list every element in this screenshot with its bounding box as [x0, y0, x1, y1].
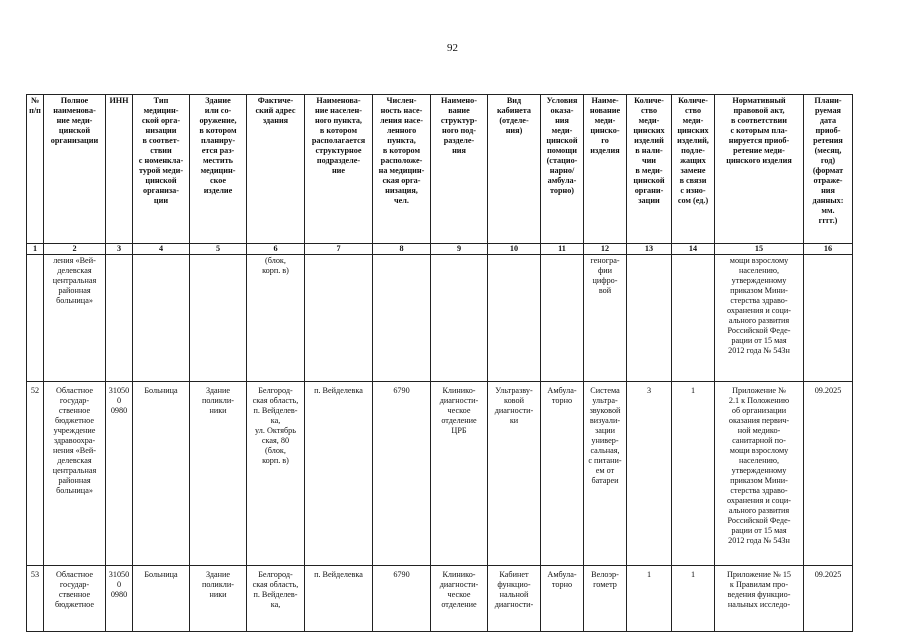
column-number-row	[27, 244, 853, 255]
cell-org-name: Областное государ- ственное бюджетное	[44, 566, 106, 632]
column-number: 15	[715, 244, 804, 255]
cell-population: 6790	[373, 566, 431, 632]
cell-row-number	[27, 255, 44, 382]
cell-purchase-date	[804, 255, 853, 382]
cell-purchase-date: 09.2025	[804, 566, 853, 632]
page-number: 92	[447, 42, 458, 54]
header-cabinet-type: Вид кабинета (отделе- ния)	[488, 95, 541, 244]
cell-org-type: Больница	[133, 566, 190, 632]
cell-settlement: п. Вейделевка	[305, 382, 373, 566]
cell-replace-count	[672, 255, 715, 382]
header-purchase-date: Плани- руемая дата приоб- ретения (месяц, год) (формат отраже- ния данных: мм. гггг.)	[804, 95, 853, 244]
column-number: 8	[373, 244, 431, 255]
cell-legal-act: мощи взрослому населению, утвержденному приказом Мини- стерства здраво- охранения и соци- ального развития Российской Феде- рации от 15 мая 2012 года № 543н	[715, 255, 804, 382]
header-settlement: Наименова- ние населен- ного пункта, в котором располагается структурное подразделе- ние	[305, 95, 373, 244]
header-structural-unit: Наимено- вание структур- ного под- разделе- ния	[431, 95, 488, 244]
cell-device-name: Система ультра- звуковой визуали- зации универ- сальная, с питани- ем от батареи	[584, 382, 627, 566]
header-care-conditions: Условия оказа- ния меди- цинской помощи (стацио- нарно/ амбула- торно)	[541, 95, 584, 244]
cell-care-conditions	[541, 255, 584, 382]
cell-building: Здание поликли- ники	[190, 566, 247, 632]
cell-inn: 310500 0980	[106, 382, 133, 566]
column-number: 1	[27, 244, 44, 255]
cell-device-name: Велоэр- гометр	[584, 566, 627, 632]
cell-settlement	[305, 255, 373, 382]
cell-structural-unit: Клинико- диагности- ческое отделение ЦРБ	[431, 382, 488, 566]
medical-equipment-table	[26, 94, 853, 632]
cell-row-number: 52	[27, 382, 44, 566]
cell-device-count	[627, 255, 672, 382]
cell-replace-count: 1	[672, 566, 715, 632]
cell-org-name: Областное государ- ственное бюджетное учреждение здравоохра- нения «Вей- делевская центральная районная больница»	[44, 382, 106, 566]
cell-address: (блок, корп. в)	[247, 255, 305, 382]
column-number: 2	[44, 244, 106, 255]
cell-building: Здание поликли- ники	[190, 382, 247, 566]
cell-structural-unit	[431, 255, 488, 382]
column-number: 11	[541, 244, 584, 255]
column-number: 3	[106, 244, 133, 255]
table-row	[27, 382, 853, 566]
column-number: 16	[804, 244, 853, 255]
cell-population	[373, 255, 431, 382]
cell-legal-act: Приложение № 2.1 к Положению об организации оказания первич- ной медико- санитарной по- мощи взрослому населению, утвержденному приказом Мини- стерства здраво- охранения и соци- ального развития Российской Феде- рации от 15 мая 2012 года № 543н	[715, 382, 804, 566]
cell-building	[190, 255, 247, 382]
header-org-type: Тип медицин- ской орга- низации в соответ- ствии с номенкла- турой меди- цинской организа- ции	[133, 95, 190, 244]
cell-population: 6790	[373, 382, 431, 566]
cell-inn	[106, 255, 133, 382]
cell-device-count: 3	[627, 382, 672, 566]
header-building: Здание или со- оружение, в котором планиру- ется раз- местить медицин- ское изделие	[190, 95, 247, 244]
table-row	[27, 566, 853, 632]
header-row-number: № п/п	[27, 95, 44, 244]
column-number: 4	[133, 244, 190, 255]
header-org-name: Полное наименова- ние меди- цинской организации	[44, 95, 106, 244]
cell-replace-count: 1	[672, 382, 715, 566]
cell-care-conditions: Амбула- торно	[541, 566, 584, 632]
header-population: Числен- ность насе- ления насе- ленного пункта, в котором расположе- на медицин- ская орга- низация, чел.	[373, 95, 431, 244]
cell-cabinet-type: Кабинет функцио- нальной диагности-	[488, 566, 541, 632]
cell-org-name: ления «Вей- делевская центральная районная больница»	[44, 255, 106, 382]
cell-cabinet-type: Ультразву- ковой диагности- ки	[488, 382, 541, 566]
column-number: 12	[584, 244, 627, 255]
column-number: 6	[247, 244, 305, 255]
cell-settlement: п. Вейделевка	[305, 566, 373, 632]
cell-row-number: 53	[27, 566, 44, 632]
column-number: 9	[431, 244, 488, 255]
cell-care-conditions: Амбула- торно	[541, 382, 584, 566]
cell-legal-act: Приложение № 15 к Правилам про- ведения функцио- нальных исследо-	[715, 566, 804, 632]
table-header-row	[27, 95, 853, 244]
cell-structural-unit: Клинико- диагности- ческое отделение	[431, 566, 488, 632]
header-inn: ИНН	[106, 95, 133, 244]
cell-address: Белгород- ская область, п. Вейделев- ка,	[247, 566, 305, 632]
header-replace-count: Количе- ство меди- цинских изделий, подле- жащих замене в связи с изно- сом (ед.)	[672, 95, 715, 244]
cell-address: Белгород- ская область, п. Вейделев- ка, ул. Октябрь ская, 80 (блок, корп. в)	[247, 382, 305, 566]
column-number: 7	[305, 244, 373, 255]
cell-cabinet-type	[488, 255, 541, 382]
header-device-name: Наиме- нование меди- цинско- го изделия	[584, 95, 627, 244]
table-row	[27, 255, 853, 382]
column-number: 5	[190, 244, 247, 255]
header-device-count: Количе- ство меди- цинских изделий в нали- чии в меди- цинской органи- зации	[627, 95, 672, 244]
column-number: 10	[488, 244, 541, 255]
cell-device-count: 1	[627, 566, 672, 632]
column-number: 14	[672, 244, 715, 255]
header-legal-act: Нормативный правовой акт, в соответствии с которым пла- нируется приоб- ретение меди- цинского изделия	[715, 95, 804, 244]
cell-org-type: Больница	[133, 382, 190, 566]
cell-org-type	[133, 255, 190, 382]
column-number: 13	[627, 244, 672, 255]
cell-device-name: геногра- фии цифро- вой	[584, 255, 627, 382]
cell-purchase-date: 09.2025	[804, 382, 853, 566]
cell-inn: 310500 0980	[106, 566, 133, 632]
header-address: Фактиче- ский адрес здания	[247, 95, 305, 244]
